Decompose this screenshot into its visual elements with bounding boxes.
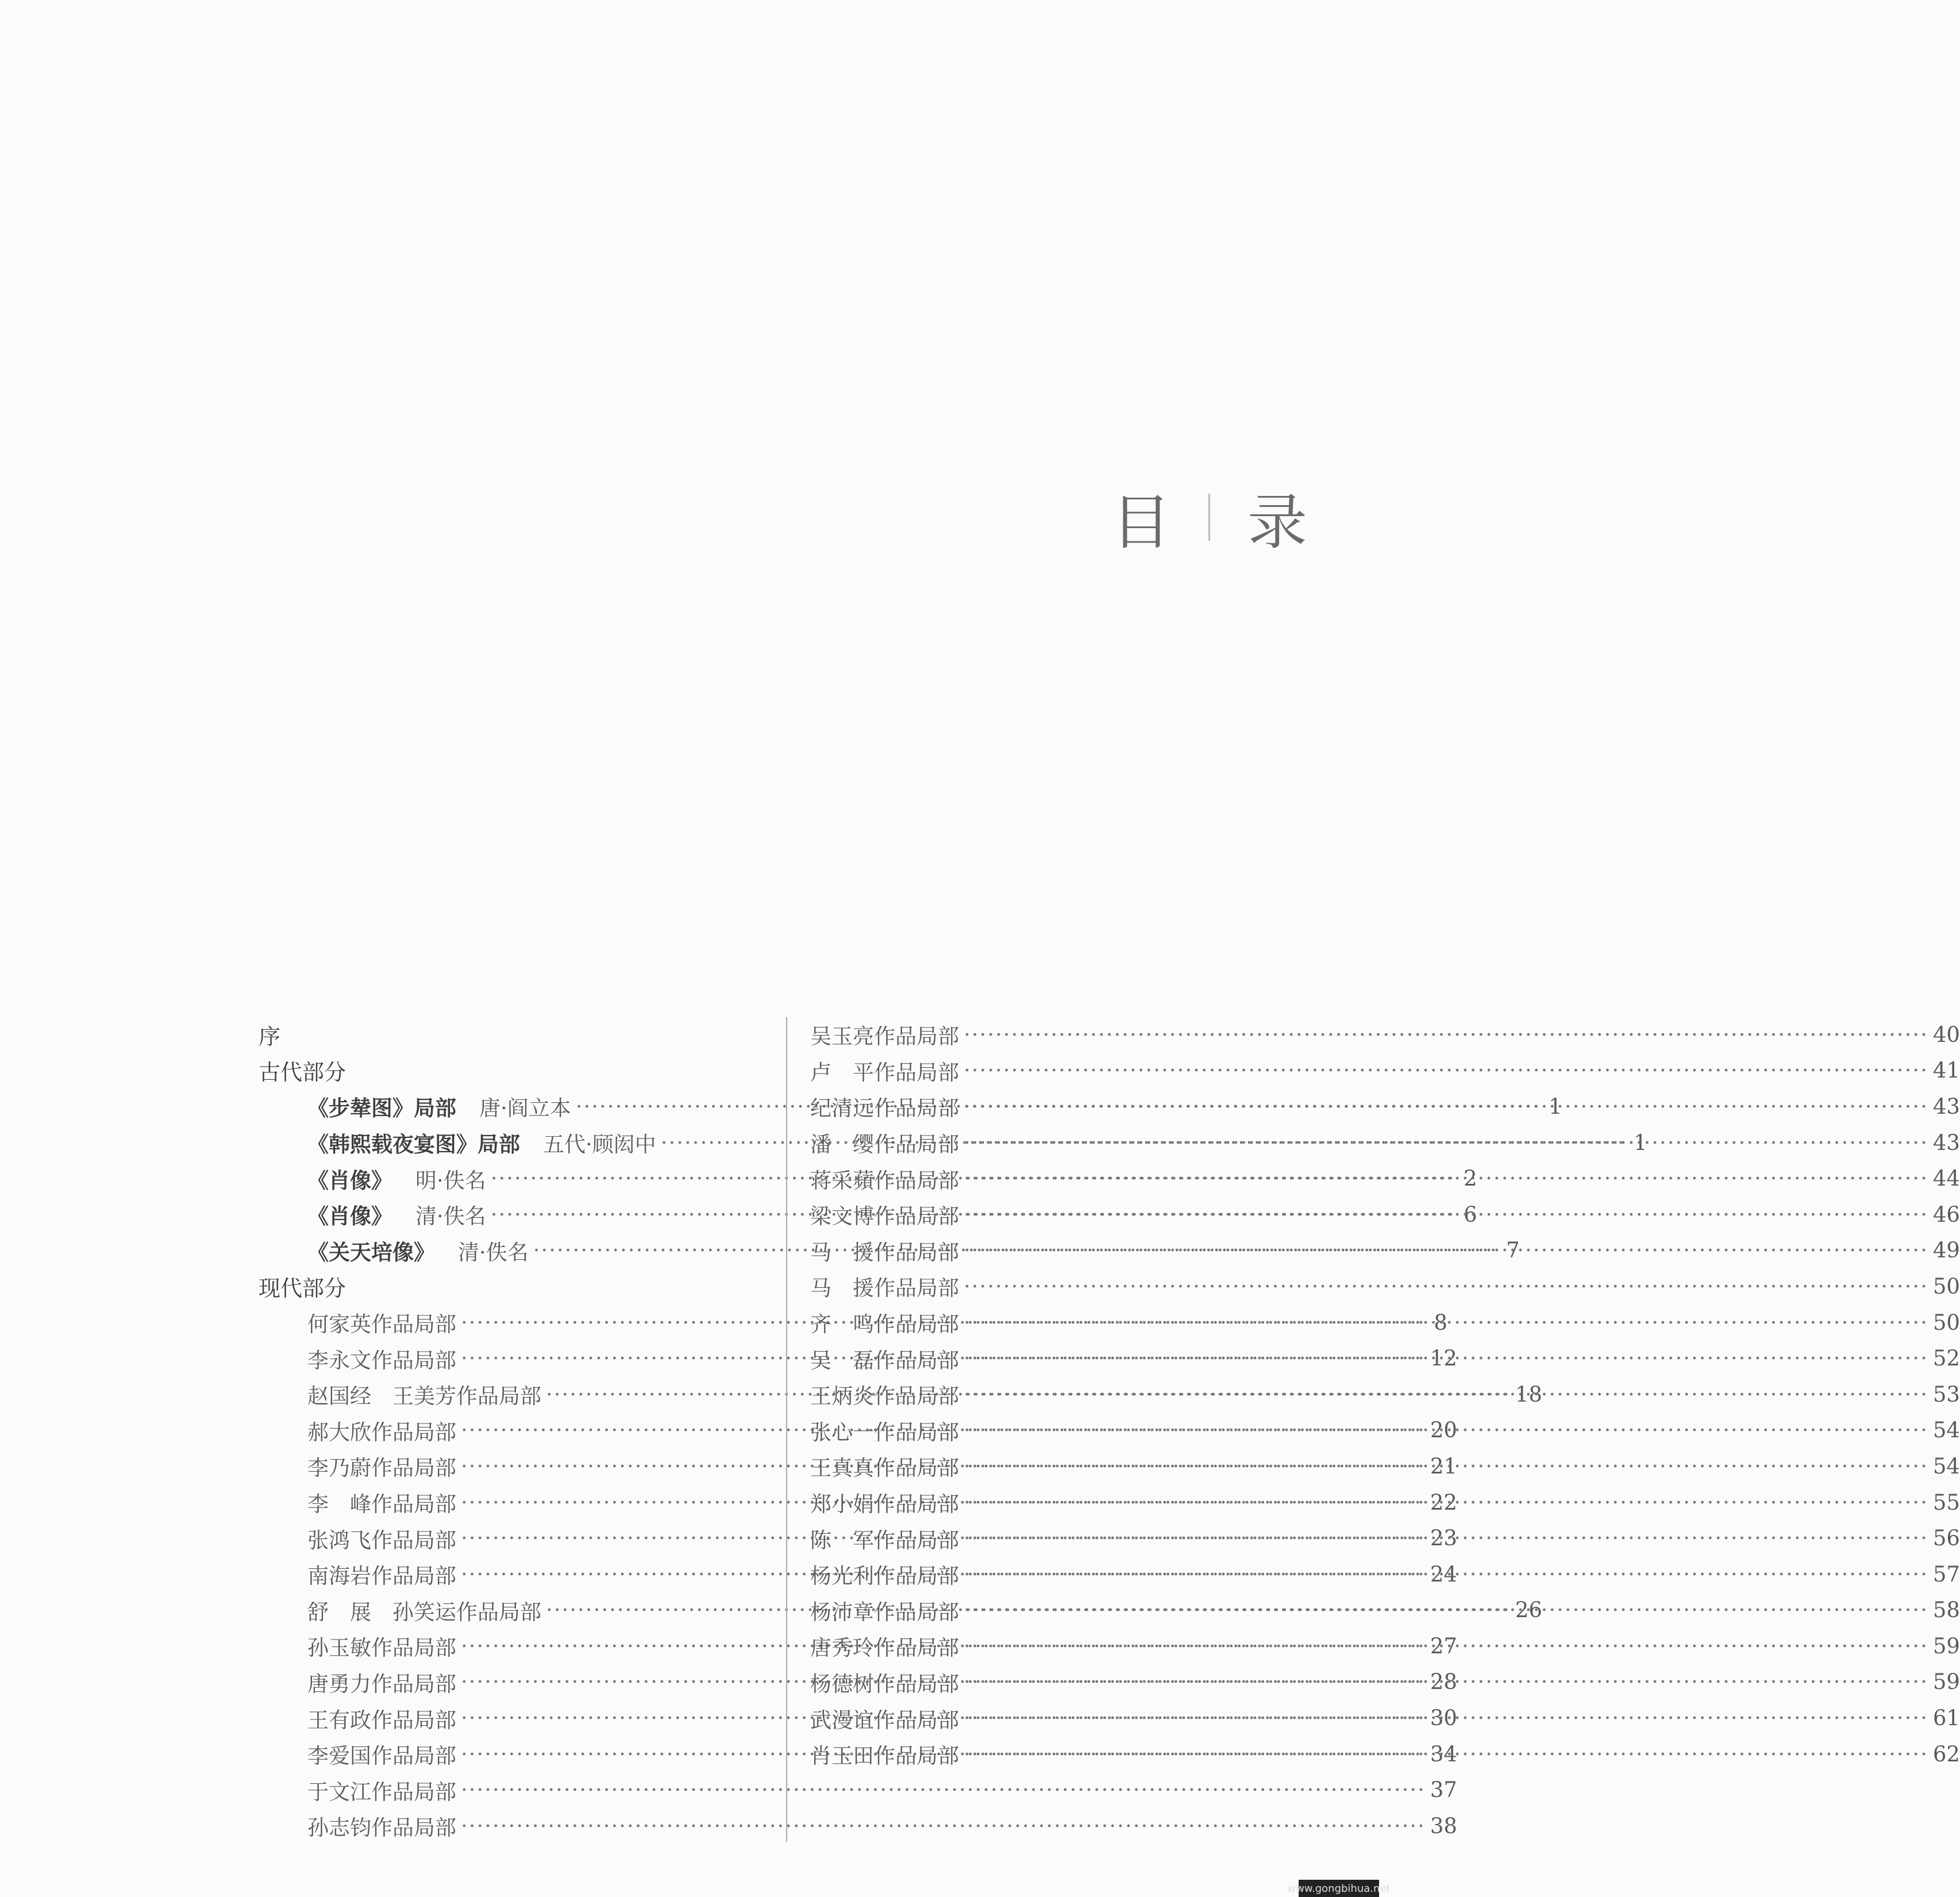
page-number: 30 — [1430, 1706, 1457, 1731]
page-number: 61 — [1932, 1706, 1960, 1731]
dot-leader — [964, 1634, 1928, 1659]
title-char-left: 目 — [1111, 487, 1171, 557]
dot-leader — [964, 1130, 1928, 1155]
entry-title: 蒋采蘋作品局部 — [810, 1168, 959, 1193]
page-number: 44 — [1932, 1166, 1960, 1191]
toc-entry[interactable] — [810, 1305, 1960, 1341]
title-separator — [1208, 494, 1210, 541]
entry-author: 清·佚名 — [458, 1240, 529, 1265]
toc-entry[interactable] — [810, 1053, 1960, 1089]
entry-title: 舒 展 孙笑运作品局部 — [307, 1599, 541, 1625]
entry-title: 郑小娟作品局部 — [810, 1492, 959, 1517]
page-number: 59 — [1932, 1669, 1960, 1695]
page-number: 26 — [1515, 1598, 1542, 1623]
entry-title: 张心一作品局部 — [810, 1419, 959, 1445]
entry-title: 唐勇力作品局部 — [307, 1671, 456, 1696]
entry-title: 《肖像》 — [307, 1204, 392, 1229]
dot-leader — [461, 1814, 1426, 1838]
entry-title: 武漫谊作品局部 — [810, 1707, 959, 1733]
page-number: 54 — [1932, 1453, 1960, 1479]
page-number: 53 — [1932, 1382, 1960, 1407]
dot-leader — [461, 1777, 1426, 1802]
dot-leader — [964, 1454, 1928, 1479]
dot-leader — [964, 1238, 1928, 1263]
page-number: 27 — [1430, 1633, 1457, 1659]
page-number: 8 — [1434, 1310, 1447, 1335]
dot-leader — [964, 1669, 1928, 1694]
page-number: 37 — [1430, 1777, 1457, 1803]
toc-entry[interactable] — [810, 1017, 1960, 1053]
title-char-right: 录 — [1247, 487, 1307, 557]
dot-leader — [964, 1166, 1928, 1191]
column-divider — [786, 1017, 787, 1842]
entry-title: 《关天培像》 — [307, 1240, 435, 1265]
toc-entry[interactable] — [810, 1268, 1960, 1305]
entry-title: 吴 磊作品局部 — [810, 1348, 959, 1373]
entry-title: 《韩熙载夜宴图》局部 — [307, 1132, 520, 1157]
entry-title: 马 援作品局部 — [810, 1240, 959, 1265]
entry-title: 赵国经 王美芳作品局部 — [307, 1384, 541, 1409]
entry-title: 纪清远作品局部 — [810, 1096, 959, 1121]
page-number: 41 — [1932, 1058, 1960, 1083]
entry-title: 马 援作品局部 — [810, 1276, 959, 1301]
entry-title: 梁文博作品局部 — [810, 1204, 959, 1229]
entry-title: 李永文作品局部 — [307, 1348, 456, 1373]
entry-title: 南海岩作品局部 — [307, 1564, 456, 1589]
dot-leader — [964, 1346, 1928, 1371]
entry-title: 《步辇图》局部 — [307, 1096, 456, 1121]
entry-title: 王有政作品局部 — [307, 1707, 456, 1733]
page-number: 55 — [1932, 1490, 1960, 1515]
page-number: 62 — [1932, 1741, 1960, 1767]
toc-entry[interactable] — [810, 1233, 1960, 1269]
entry-title: 孙志钧作品局部 — [307, 1815, 456, 1841]
entry-title: 李乃蔚作品局部 — [307, 1456, 456, 1481]
entry-title: 王炳炎作品局部 — [810, 1384, 959, 1409]
toc-entry[interactable] — [259, 1772, 1457, 1808]
page-number: 43 — [1932, 1130, 1960, 1155]
page-number: 58 — [1932, 1598, 1960, 1623]
page-number: 57 — [1932, 1561, 1960, 1587]
entry-title: 何家英作品局部 — [307, 1312, 456, 1337]
entry-author: 明·佚名 — [415, 1168, 486, 1193]
page-number: 1 — [1634, 1130, 1647, 1155]
page-title — [1111, 474, 1307, 560]
page-number: 12 — [1430, 1346, 1457, 1371]
dot-leader — [964, 1094, 1928, 1119]
page-number: 40 — [1932, 1022, 1960, 1047]
page-number: 2 — [1464, 1166, 1477, 1191]
page-number: 20 — [1430, 1418, 1457, 1443]
page-number: 56 — [1932, 1526, 1960, 1551]
page-number: 49 — [1932, 1238, 1960, 1263]
dot-leader — [964, 1310, 1928, 1335]
entry-title: 孙玉敏作品局部 — [307, 1636, 456, 1661]
toc-entry[interactable] — [810, 1160, 1960, 1196]
entry-title: 唐秀玲作品局部 — [810, 1636, 959, 1661]
page-number: 22 — [1430, 1490, 1457, 1515]
entry-title: 吴玉亮作品局部 — [810, 1024, 959, 1049]
entry-title: 于文江作品局部 — [307, 1779, 456, 1804]
toc-section-heading: 序 — [259, 1023, 281, 1049]
page-number: 21 — [1430, 1453, 1457, 1479]
entry-author: 五代·顾闳中 — [543, 1132, 656, 1157]
entry-title: 陈 军作品局部 — [810, 1527, 959, 1553]
dot-leader — [964, 1526, 1928, 1550]
page-number: 46 — [1932, 1202, 1960, 1227]
toc-entry[interactable] — [259, 1808, 1457, 1844]
page-number: 43 — [1932, 1094, 1960, 1119]
entry-title: 齐 鸣作品局部 — [810, 1312, 959, 1337]
entry-title: 肖玉田作品局部 — [810, 1744, 959, 1769]
page-number: 52 — [1932, 1346, 1960, 1371]
page-number: 50 — [1932, 1310, 1960, 1335]
dot-leader — [964, 1742, 1928, 1767]
entry-title: 李 峰作品局部 — [307, 1492, 456, 1517]
page-number: 28 — [1430, 1669, 1457, 1695]
dot-leader — [964, 1598, 1928, 1622]
page-number: 23 — [1430, 1526, 1457, 1551]
page-number: 18 — [1515, 1382, 1542, 1407]
entry-title: 张鸿飞作品局部 — [307, 1527, 456, 1553]
entry-title: 杨沛章作品局部 — [810, 1599, 959, 1625]
entry-title: 郝大欣作品局部 — [307, 1419, 456, 1445]
toc-entry[interactable] — [810, 1196, 1960, 1233]
dot-leader — [964, 1706, 1928, 1730]
page-number: 34 — [1430, 1741, 1457, 1767]
entry-title: 潘 缨作品局部 — [810, 1132, 959, 1157]
dot-leader — [964, 1490, 1928, 1515]
watermark: www.gongbihua.net — [1299, 1880, 1379, 1897]
page-number: 6 — [1464, 1202, 1477, 1227]
entry-title: 卢 平作品局部 — [810, 1060, 959, 1085]
dot-leader — [964, 1382, 1928, 1407]
entry-title: 李爱国作品局部 — [307, 1744, 456, 1769]
toc-entry[interactable] — [810, 1088, 1960, 1125]
page-number: 50 — [1932, 1273, 1960, 1299]
page-number: 59 — [1932, 1633, 1960, 1659]
entry-title: 王真真作品局部 — [810, 1456, 959, 1481]
page-number: 38 — [1430, 1813, 1457, 1838]
toc-section-heading: 古代部分 — [259, 1060, 346, 1086]
dot-leader — [964, 1274, 1928, 1299]
dot-leader — [964, 1418, 1928, 1442]
entry-title: 杨德树作品局部 — [810, 1671, 959, 1696]
dot-leader — [964, 1058, 1928, 1083]
page-number: 24 — [1430, 1561, 1457, 1587]
toc-section-heading: 现代部分 — [259, 1275, 346, 1301]
entry-author: 唐·阎立本 — [479, 1096, 571, 1121]
entry-author: 清·佚名 — [415, 1204, 486, 1229]
page-number: 54 — [1932, 1418, 1960, 1443]
dot-leader — [964, 1022, 1928, 1047]
entry-title: 《肖像》 — [307, 1168, 392, 1193]
page-number: 1 — [1549, 1094, 1562, 1119]
toc-entry[interactable] — [810, 1125, 1960, 1161]
page-number: 7 — [1506, 1238, 1520, 1263]
entry-title: 杨光利作品局部 — [810, 1564, 959, 1589]
dot-leader — [964, 1562, 1928, 1587]
dot-leader — [964, 1202, 1928, 1227]
